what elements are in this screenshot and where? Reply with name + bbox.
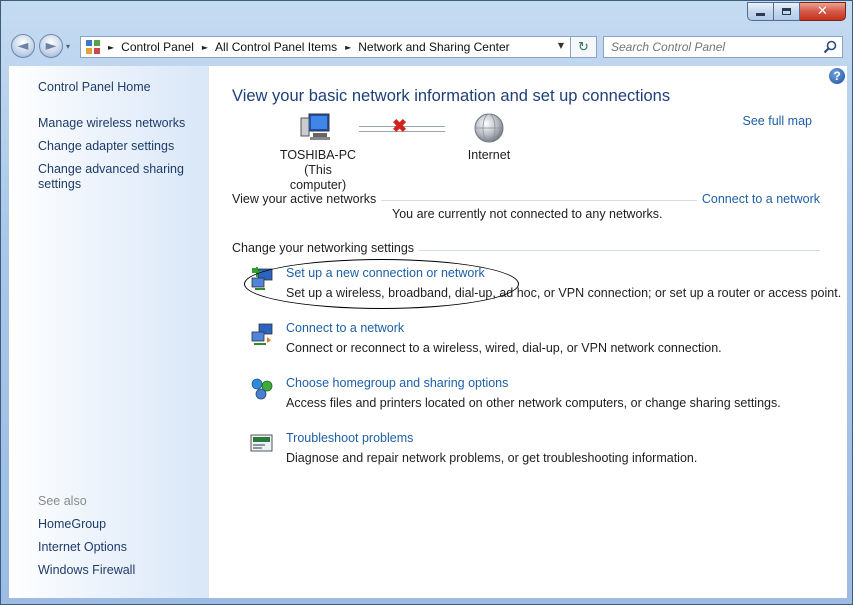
help-icon[interactable]: ? xyxy=(829,68,845,84)
connect-network-icon[interactable] xyxy=(249,321,275,347)
troubleshoot-link[interactable]: Troubleshoot problems xyxy=(286,431,414,445)
active-networks-heading: View your active networks xyxy=(232,192,381,206)
highlight-ellipse xyxy=(244,259,519,309)
computer-node-label xyxy=(275,148,361,193)
troubleshoot-icon[interactable] xyxy=(249,431,275,457)
breadcrumb-all-items[interactable]: All Control Panel Items xyxy=(215,40,338,54)
setup-connection-description: Set up a wireless, broadband, dial-up, ad hoc, or VPN connection; or set up a router or access point. xyxy=(286,286,842,300)
breadcrumb-separator-icon[interactable]: ► xyxy=(345,42,352,52)
sidebar-item-control-panel-home[interactable]: Control Panel Home xyxy=(38,80,151,94)
search-icon[interactable] xyxy=(823,40,837,54)
breadcrumb-separator-icon[interactable]: ► xyxy=(201,42,209,52)
caption-buttons xyxy=(747,2,846,21)
control-panel-icon xyxy=(86,40,100,54)
setup-connection-link[interactable]: Set up a new connection or network xyxy=(286,266,485,280)
computer-name: TOSHIBA-PC xyxy=(279,148,357,162)
connect-to-network-link[interactable]: Connect to a network xyxy=(697,192,820,206)
task-connect-network xyxy=(249,321,839,361)
forward-button[interactable] xyxy=(39,34,63,58)
back-arrow-icon: ◄ xyxy=(17,38,29,54)
see-also-internet-options[interactable]: Internet Options xyxy=(38,540,127,554)
minimize-icon xyxy=(756,13,765,16)
homegroup-sharing-link[interactable]: Choose homegroup and sharing options xyxy=(286,376,509,390)
disconnected-x-icon[interactable]: ✖ xyxy=(392,116,408,136)
change-settings-heading: Change your networking settings xyxy=(232,241,419,255)
connect-network-task-link[interactable]: Connect to a network xyxy=(286,321,405,335)
homegroup-sharing-description: Access files and printers located on other network computers, or change sharing settings. xyxy=(286,396,781,410)
maximize-button[interactable] xyxy=(774,2,800,21)
internet-globe-icon[interactable] xyxy=(473,112,505,144)
task-homegroup xyxy=(249,376,839,416)
refresh-icon: ↻ xyxy=(578,39,589,55)
sidebar-item-change-adapter[interactable]: Change adapter settings xyxy=(38,139,175,153)
computer-sub-label: (This computer) xyxy=(289,163,347,192)
internet-node-label: Internet xyxy=(467,148,511,162)
forward-arrow-icon: ► xyxy=(45,38,57,54)
main-panel xyxy=(209,66,847,598)
back-button[interactable] xyxy=(11,34,35,58)
page-title: View your basic network information and set up connections xyxy=(232,87,671,105)
not-connected-message: You are currently not connected to any networks. xyxy=(392,207,663,221)
maximize-icon xyxy=(782,8,791,15)
see-also-homegroup[interactable]: HomeGroup xyxy=(38,517,107,531)
refresh-button[interactable] xyxy=(571,36,597,58)
minimize-button[interactable] xyxy=(747,2,774,21)
sidebar-item-manage-wireless[interactable]: Manage wireless networks xyxy=(38,116,186,130)
breadcrumb-control-panel[interactable]: Control Panel xyxy=(121,40,194,54)
recent-pages-dropdown[interactable]: ▾ xyxy=(66,42,71,51)
homegroup-icon[interactable] xyxy=(249,376,275,402)
breadcrumb-network-sharing-center[interactable]: Network and Sharing Center xyxy=(358,40,510,54)
computer-icon[interactable] xyxy=(299,112,333,142)
close-button[interactable] xyxy=(800,2,846,21)
close-icon: ✕ xyxy=(817,4,828,19)
see-full-map-link[interactable]: See full map xyxy=(742,114,812,128)
sidebar xyxy=(9,66,209,598)
search-input[interactable] xyxy=(604,37,821,57)
breadcrumb-separator-icon[interactable]: ► xyxy=(108,42,115,52)
address-bar[interactable] xyxy=(80,36,571,58)
troubleshoot-description: Diagnose and repair network problems, or get troubleshooting information. xyxy=(286,451,698,465)
task-troubleshoot xyxy=(249,431,839,471)
content-area xyxy=(9,66,847,598)
see-also-heading: See also xyxy=(38,494,87,508)
connect-network-description: Connect or reconnect to a wireless, wired, dial-up, or VPN network connection. xyxy=(286,341,722,355)
search-box[interactable] xyxy=(603,36,843,58)
see-also-windows-firewall[interactable]: Windows Firewall xyxy=(38,563,136,577)
address-dropdown-icon[interactable]: ▼ xyxy=(557,41,564,50)
sidebar-item-advanced-sharing[interactable]: Change advanced sharing settings xyxy=(38,162,184,191)
